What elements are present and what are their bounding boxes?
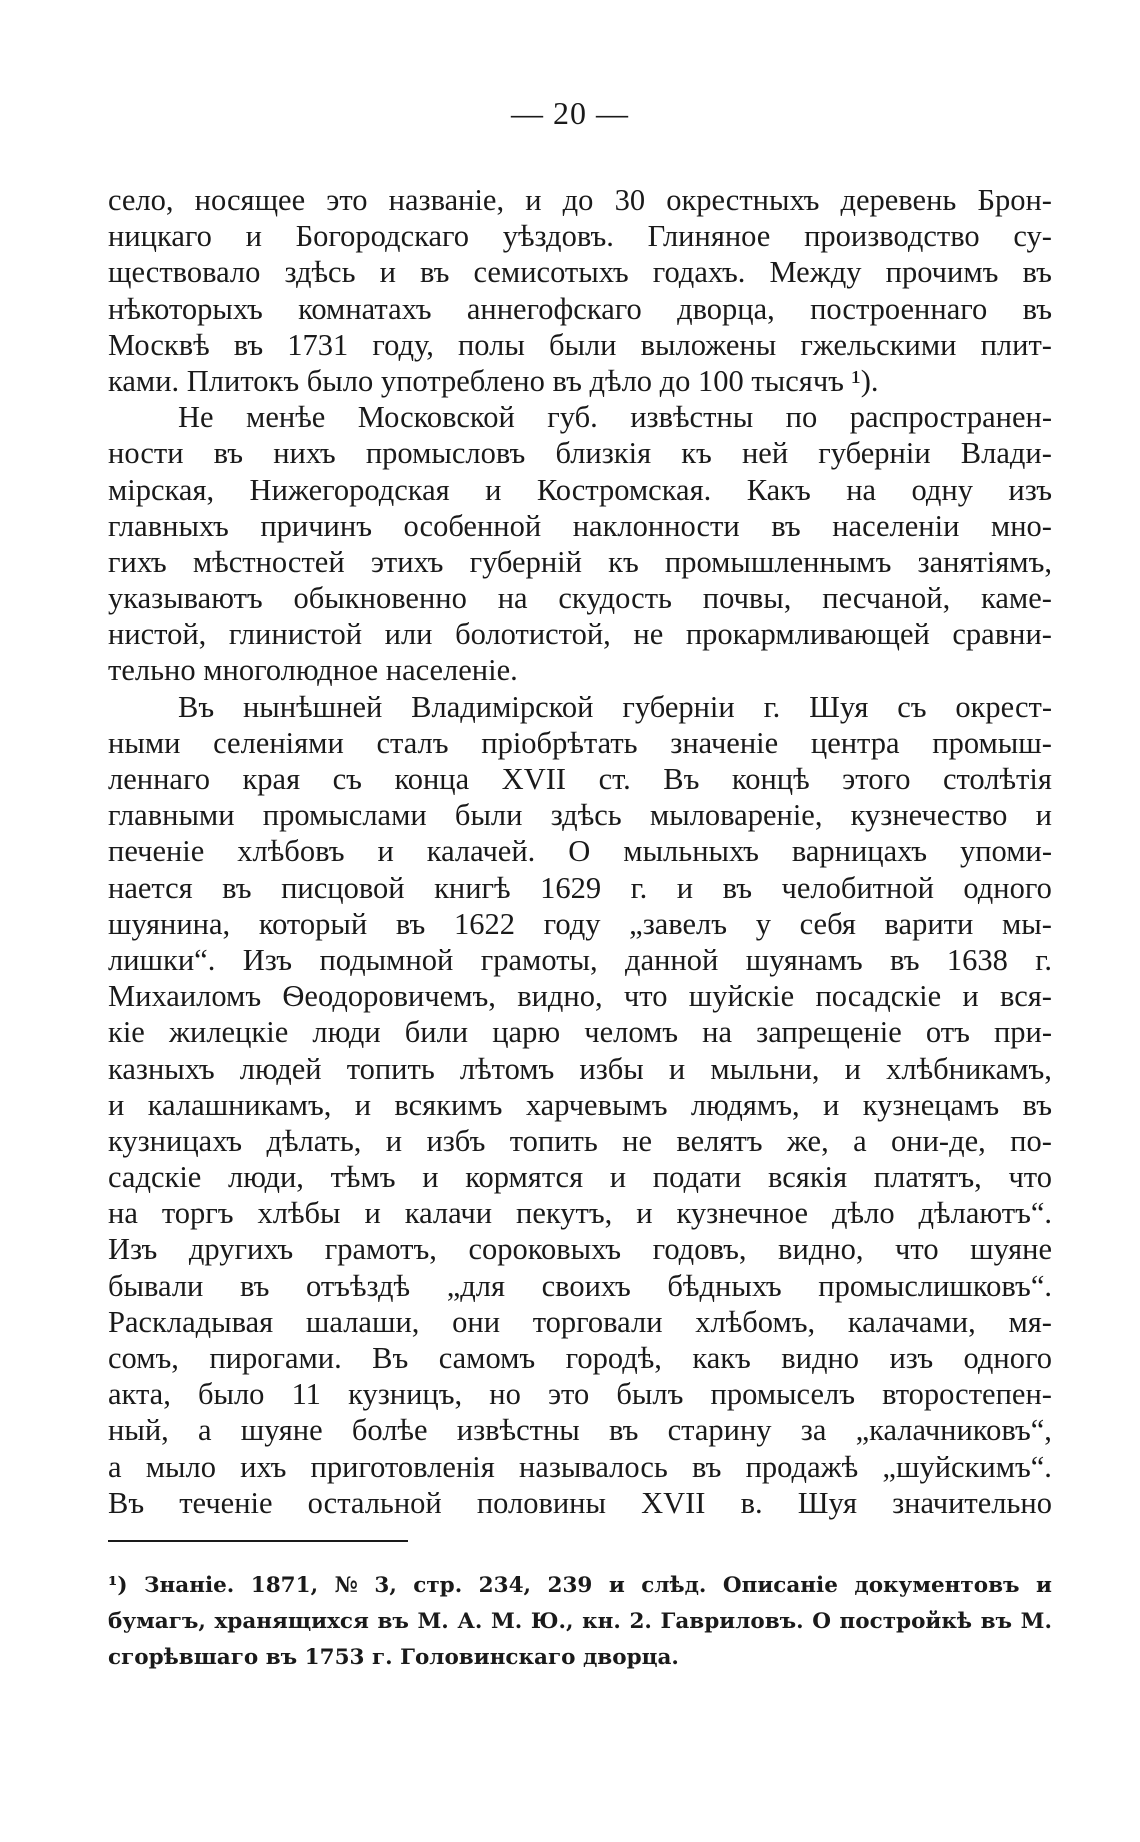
- text-line: село, носящее это названіе, и до 30 окрестныхъ деревень Брон-: [108, 183, 1052, 217]
- footnote-divider: [108, 1540, 408, 1542]
- text-line: ками. Плитокъ было употреблено въ дѣло до 100 тысячъ ¹).: [108, 363, 879, 398]
- text-line: и калашникамъ, и всякимъ харчевымъ людямъ, и кузнецамъ въ: [108, 1087, 1052, 1122]
- text-line: печеніе хлѣбовъ и калачей. О мыльныхъ варницахъ упоми-: [108, 834, 1052, 869]
- text-line: казныхъ людей топить лѣтомъ избы и мыльни, и хлѣбникамъ,: [108, 1051, 1052, 1086]
- text-line: ный, а шуяне болѣе извѣстны въ старину за „калачниковъ“,: [108, 1413, 1052, 1448]
- text-line: ницкаго и Богородскаго уѣздовъ. Глиняное производство су-: [108, 219, 1052, 254]
- text-line: на торгъ хлѣбы и калачи пекутъ, и кузнечное дѣло дѣлаютъ“.: [108, 1196, 1052, 1231]
- footnote-line: сгорѣвшаго въ 1753 г. Головинскаго дворца.: [108, 1645, 679, 1670]
- text-line: Раскладывая шалаши, они торговали хлѣбомъ, калачами, мя-: [108, 1304, 1052, 1339]
- text-line: Изъ другихъ грамотъ, сороковыхъ годовъ, видно, что шуяне: [108, 1232, 1052, 1267]
- text-line: нѣкоторыхъ комнатахъ аннегофскаго дворца, построеннаго въ: [108, 291, 1052, 326]
- main-text: [108, 182, 1052, 1521]
- text-line: леннаго края съ конца XVII ст. Въ концѣ этого столѣтія: [108, 762, 1052, 796]
- footnote-line: ¹) Знаніе. 1871, № 3, стр. 234, 239 и слѣд. Описаніе документовъ и: [108, 1573, 1052, 1598]
- text-line: Въ теченіе остальной половины XVII в. Шуя значительно: [108, 1485, 1052, 1520]
- text-line: Въ нынѣшней Владимірской губерніи г. Шуя съ окрест-: [178, 689, 1052, 724]
- text-line: а мыло ихъ приготовленія называлось въ продажѣ „шуйскимъ“.: [108, 1449, 1052, 1484]
- text-line: шуянина, который въ 1622 году „завелъ у себя варити мы-: [108, 906, 1052, 941]
- text-line: ществовало здѣсь и въ семисотыхъ годахъ. Между прочимъ въ: [108, 255, 1052, 290]
- footnotes: [108, 1568, 1052, 1676]
- text-line: садскіе люди, тѣмъ и кормятся и подати всякія платятъ, что: [108, 1160, 1052, 1195]
- text-line: мірская, Нижегородская и Костромская. Какъ на одну изъ: [108, 472, 1052, 507]
- text-line: гихъ мѣстностей этихъ губерній къ промышленнымъ занятіямъ,: [108, 544, 1052, 579]
- page-number: — 20 —: [511, 95, 629, 131]
- text-line: бывали въ отъѣздѣ „для своихъ бѣдныхъ промыслишковъ“.: [108, 1268, 1052, 1303]
- text-line: нается въ писцовой книгѣ 1629 г. и въ челобитной одного: [108, 870, 1052, 905]
- text-line: ности въ нихъ промысловъ близкія къ ней губерніи Влади-: [108, 436, 1052, 471]
- text-line: главными промыслами были здѣсь мыловареніе, кузнечество и: [108, 798, 1052, 833]
- text-line: сомъ, пирогами. Въ самомъ городѣ, какъ видно изъ одного: [108, 1341, 1052, 1375]
- text-line: тельно многолюдное населеніе.: [108, 653, 518, 688]
- text-line: Не менѣе Московской губ. извѣстны по распространен-: [178, 400, 1052, 435]
- text-line: главныхъ причинъ особенной наклонности въ населеніи мно-: [108, 508, 1052, 543]
- text-line: нистой, глинистой или болотистой, не прокармливающей сравни-: [108, 617, 1052, 652]
- text-line: указываютъ обыкновенно на скудость почвы, песчаной, каме-: [108, 581, 1052, 616]
- footnote-line: бумагъ, хранящихся въ М. А. М. Ю., кн. 2. Гавриловъ. О постройкѣ въ М.: [108, 1609, 1052, 1634]
- text-line: ными селеніями сталъ пріобрѣтать значеніе центра промыш-: [108, 725, 1052, 760]
- text-line: Москвѣ въ 1731 году, полы были выложены гжельскими плит-: [108, 327, 1052, 362]
- text-line: лишки“. Изъ подымной грамоты, данной шуянамъ въ 1638 г.: [108, 942, 1052, 977]
- text-line: акта, было 11 кузницъ, но это былъ промыселъ второстепен-: [108, 1377, 1052, 1412]
- text-line: кузницахъ дѣлать, и избъ топить не велятъ же, а они-де, по-: [108, 1123, 1052, 1158]
- text-line: Михаиломъ Ѳеодоровичемъ, видно, что шуйскіе посадскіе и вся-: [108, 979, 1052, 1014]
- text-line: кіе жилецкіе люди били царю челомъ на запрещеніе отъ при-: [108, 1015, 1052, 1050]
